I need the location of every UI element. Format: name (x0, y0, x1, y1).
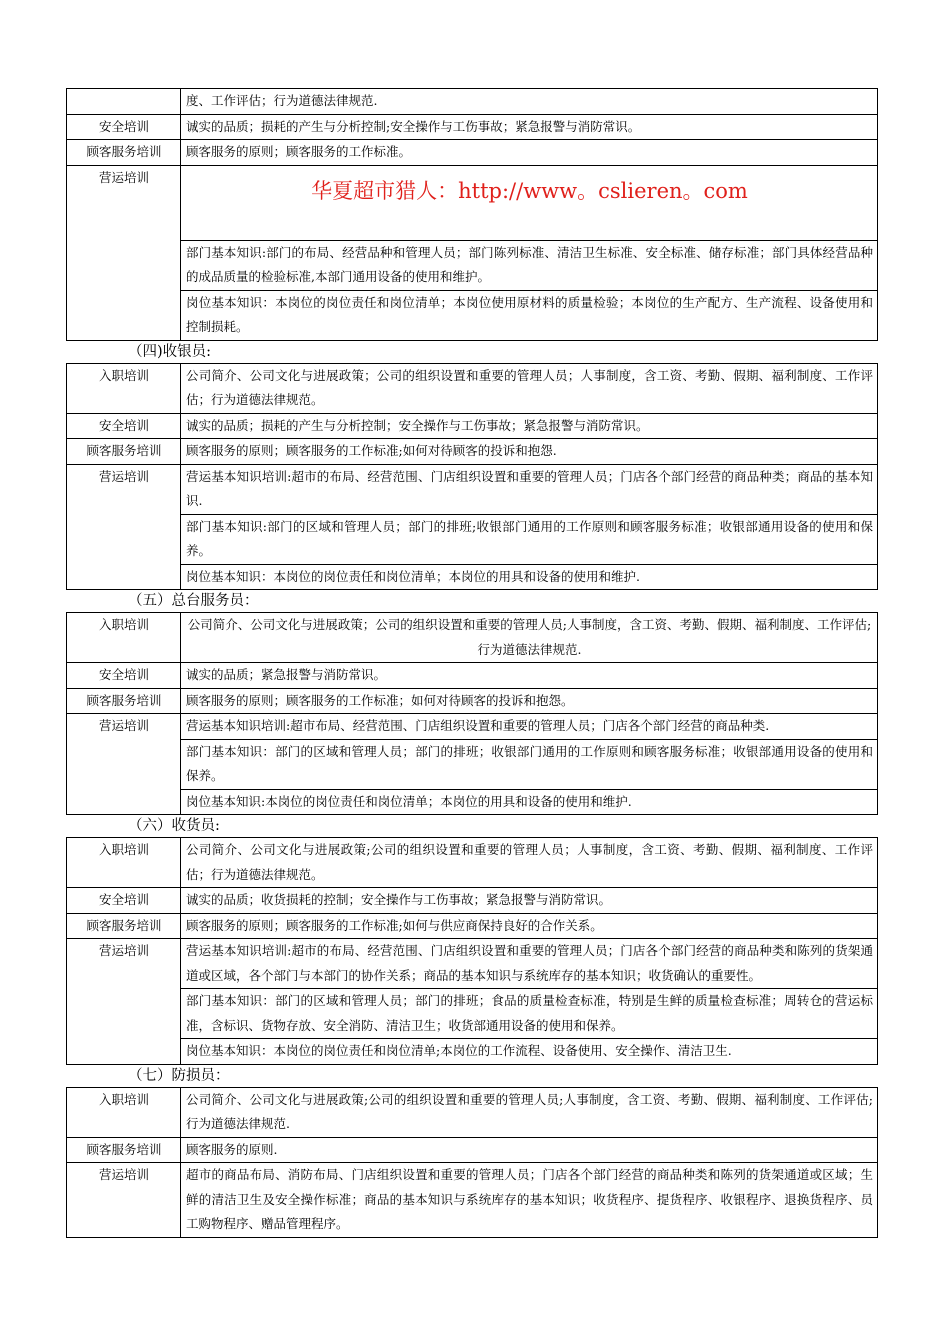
table-row (67, 663, 878, 689)
row-content: 岗位基本知识：本岗位的岗位责任和岗位清单;本岗位的工作流程、设备使用、安全操作、清洁卫生. (181, 1039, 878, 1065)
row-content: 营运基本知识培训:超市的布局、经营范围、门店组织设置和重要的管理人员；门店各个部门经营的商品种类；商品的基本知识. (181, 464, 878, 514)
row-label: 入职培训 (67, 1087, 181, 1137)
row-content: 诚实的品质；损耗的产生与分析控制；安全操作与工伤事故；紧急报警与消防常识。 (181, 413, 878, 439)
section-heading-cashier: （四)收银员: (128, 343, 212, 360)
row-content: 公司简介、公司文化与进展政策；公司的组织设置和重要的管理人员；人事制度，含工资、考勤、假期、福利制度、工作评估；行为道德法律规范。 (181, 363, 878, 413)
row-content: 公司简介、公司文化与进展政策;公司的组织设置和重要的管理人员；人事制度，含工资、考勤、假期、福利制度、工作评估；行为道德法律规范。 (181, 838, 878, 888)
training-table-loss-prevention (66, 1087, 878, 1238)
table-row (67, 140, 878, 166)
training-table-receiving (66, 837, 878, 1065)
row-content: 营运基本知识培训:超市布局、经营范围、门店组织设置和重要的管理人员；门店各个部门经营的商品种类. (181, 714, 878, 740)
document-page (66, 88, 878, 1238)
table-row (67, 789, 878, 815)
row-label: 顾客服务培训 (67, 688, 181, 714)
row-label: 安全培训 (67, 413, 181, 439)
row-label: 安全培训 (67, 663, 181, 689)
row-label: 营运培训 (67, 714, 181, 815)
row-label (67, 89, 181, 115)
row-label: 顾客服务培训 (67, 140, 181, 166)
row-content: 诚实的品质；收货损耗的控制；安全操作与工伤事故；紧急报警与消防常识。 (181, 888, 878, 914)
table-row (67, 439, 878, 465)
table-row (67, 989, 878, 1039)
row-label: 入职培训 (67, 613, 181, 663)
training-table-front-desk (66, 612, 878, 815)
table-row (67, 1087, 878, 1137)
row-content: 超市的商品布局、消防布局、门店组织设置和重要的管理人员；门店各个部门经营的商品种类和陈列的货架通道或区域；生鲜的清洁卫生及安全操作标准；商品的基本知识与系统库存的基本知识；收货程序、提货程序、收银程序、退换货程序、员工购物程序、赠品管理程序。 (181, 1163, 878, 1238)
table-row (67, 363, 878, 413)
row-content: 度、工作评估；行为道德法律规范. (181, 89, 878, 115)
row-label: 入职培训 (67, 838, 181, 888)
promo-link-text[interactable]: 华夏超市猎人：http://www。cslieren。com (311, 178, 748, 203)
row-content: 部门基本知识:部门的布局、经营品种和管理人员；部门陈列标准、清洁卫生标准、安全标准、储存标准；部门具体经营品种的成品质量的检验标准,本部门通用设备的使用和维护。 (181, 240, 878, 290)
table-row (67, 913, 878, 939)
table-row (67, 939, 878, 989)
row-label: 安全培训 (67, 114, 181, 140)
table-row (67, 514, 878, 564)
row-label: 安全培训 (67, 888, 181, 914)
row-label: 营运培训 (67, 165, 181, 340)
table-row (67, 1039, 878, 1065)
row-content: 顾客服务的原则；顾客服务的工作标准。 (181, 140, 878, 166)
row-content: 岗位基本知识:本岗位的岗位责任和岗位清单；本岗位的用具和设备的使用和维护. (181, 789, 878, 815)
row-content: 部门基本知识：部门的区域和管理人员；部门的排班；收银部门通用的工作原则和顾客服务标准；收银部通用设备的使用和保养。 (181, 739, 878, 789)
row-label: 营运培训 (67, 464, 181, 590)
table-row (67, 888, 878, 914)
table-row (67, 739, 878, 789)
row-content: 诚实的品质；损耗的产生与分析控制;安全操作与工伤事故；紧急报警与消防常识。 (181, 114, 878, 140)
row-label: 营运培训 (67, 939, 181, 1065)
row-content: 顾客服务的原则. (181, 1137, 878, 1163)
table-row (67, 1137, 878, 1163)
section-heading-front-desk: （五）总台服务员： (128, 593, 259, 609)
row-content: 顾客服务的原则；顾客服务的工作标准；如何对待顾客的投诉和抱怨。 (181, 688, 878, 714)
row-content: 岗位基本知识：本岗位的岗位责任和岗位清单；本岗位使用原材料的质量检验；本岗位的生产配方、生产流程、设备使用和控制损耗。 (181, 290, 878, 340)
table-row (67, 838, 878, 888)
row-label: 入职培训 (67, 363, 181, 413)
row-label: 营运培训 (67, 1163, 181, 1238)
table-row (67, 688, 878, 714)
row-label: 顾客服务培训 (67, 439, 181, 465)
table-row (67, 114, 878, 140)
row-label: 顾客服务培训 (67, 913, 181, 939)
table-row (67, 413, 878, 439)
table-row (67, 290, 878, 340)
row-content: 公司简介、公司文化与进展政策;公司的组织设置和重要的管理人员;人事制度，含工资、考勤、假期、福利制度、工作评估;行为道德法律规范. (181, 1087, 878, 1137)
row-content: 部门基本知识:部门的区域和管理人员；部门的排班;收银部门通用的工作原则和顾客服务标准；收银部通用设备的使用和保养。 (181, 514, 878, 564)
table-row (67, 613, 878, 663)
row-content: 营运基本知识培训:超市的布局、经营范围、门店组织设置和重要的管理人员；门店各个部门经营的商品种类和陈列的货架通道或区域，各个部门与本部门的协作关系；商品的基本知识与系统库存的基本知识；收货确认的重要性。 (181, 939, 878, 989)
row-content: 公司简介、公司文化与进展政策；公司的组织设置和重要的管理人员;人事制度，含工资、考勤、假期、福利制度、工作评估;行为道德法律规范. (181, 613, 878, 663)
table-row (67, 240, 878, 290)
row-content: 顾客服务的原则；顾客服务的工作标准;如何与供应商保持良好的合作关系。 (181, 913, 878, 939)
table-row (67, 464, 878, 514)
table-row (67, 714, 878, 740)
row-content: 岗位基本知识：本岗位的岗位责任和岗位清单；本岗位的用具和设备的使用和维护. (181, 564, 878, 590)
training-table-continued (66, 88, 878, 341)
table-row (67, 165, 878, 240)
section-heading-receiving: （六）收货员: (128, 818, 220, 834)
table-row (67, 89, 878, 115)
table-row (67, 564, 878, 590)
training-table-cashier (66, 363, 878, 591)
row-label: 顾客服务培训 (67, 1137, 181, 1163)
row-content: 诚实的品质；紧急报警与消防常识。 (181, 663, 878, 689)
promo-cell (181, 165, 878, 240)
row-content: 部门基本知识：部门的区域和管理人员；部门的排班；食品的质量检查标准，特别是生鲜的质量检查标准；周转仓的营运标准，含标识、货物存放、安全消防、清洁卫生；收货部通用设备的使用和保养。 (181, 989, 878, 1039)
table-row (67, 1163, 878, 1238)
row-content: 顾客服务的原则；顾客服务的工作标准;如何对待顾客的投诉和抱怨. (181, 439, 878, 465)
section-heading-loss-prevention: （七）防损员： (128, 1067, 230, 1084)
